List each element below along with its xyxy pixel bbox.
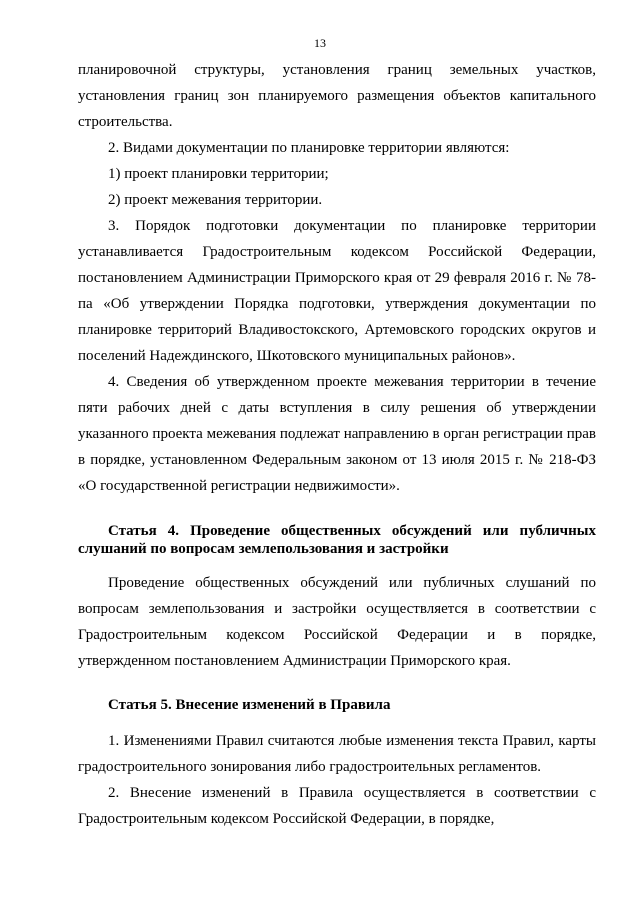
paragraph-documentation-types: 2. Видами документации по планировке территории являются:	[108, 140, 510, 156]
article-4-heading: Статья 4. Проведение общественных обсуждений или публичных слушаний по вопросам землепользования и застройки	[78, 523, 596, 557]
paragraph-rule-changes-definition: 1. Изменениями Правил считаются любые изменения текста Правил, карты градостроительного зонирования либо градостроительных регламентов.	[78, 733, 596, 775]
spacer	[78, 499, 596, 522]
paragraph-surveying-registration: 4. Сведения об утвержденном проекте межевания территории в течение пяти рабочих дней с даты вступления в силу решения об утверждении указанного проекта межевания подлежат направлению в орган регистрации прав в порядке, установленном Федеральным законом от 13 июля 2015 г. № 218-ФЗ «О государственной регистрации недвижимости».	[78, 374, 596, 494]
paragraph-preparation-procedure: 3. Порядок подготовки документации по планировке территории устанавливается Градостроительным кодексом Российской Федерации, постановлением Администрации Приморского края от 29 февраля 2016 г. № 78-па «Об утверждении Порядка подготовки, утверждения документации по планировке территорий Владивостокского, Артемовского городских округов и поселений Надеждинского, Шкотовского муниципальных районов».	[78, 218, 596, 364]
paragraph-continuation: планировочной структуры, установления границ земельных участков, установления границ зон планируемого размещения объектов капитального строительства.	[78, 62, 596, 130]
paragraph-public-hearings: Проведение общественных обсуждений или публичных слушаний по вопросам землепользования и застройки осуществляется в соответствии с Градостроительным кодексом Российской Федерации и в порядке, утвержденном постановлением Администрации Приморского края.	[78, 575, 596, 669]
article-5-heading: Статья 5. Внесение изменений в Правила	[108, 697, 391, 713]
list-item-planning-project: 1) проект планировки территории;	[108, 166, 329, 182]
page-number: 13	[314, 36, 326, 50]
spacer	[78, 558, 596, 570]
spacer	[78, 714, 596, 728]
list-item-surveying-project: 2) проект межевания территории.	[108, 192, 323, 208]
paragraph-rule-changes-procedure: 2. Внесение изменений в Правила осуществляется в соответствии с Градостроительным кодексом Российской Федерации, в порядке,	[78, 785, 596, 827]
spacer	[78, 674, 596, 696]
document-body	[78, 57, 596, 832]
